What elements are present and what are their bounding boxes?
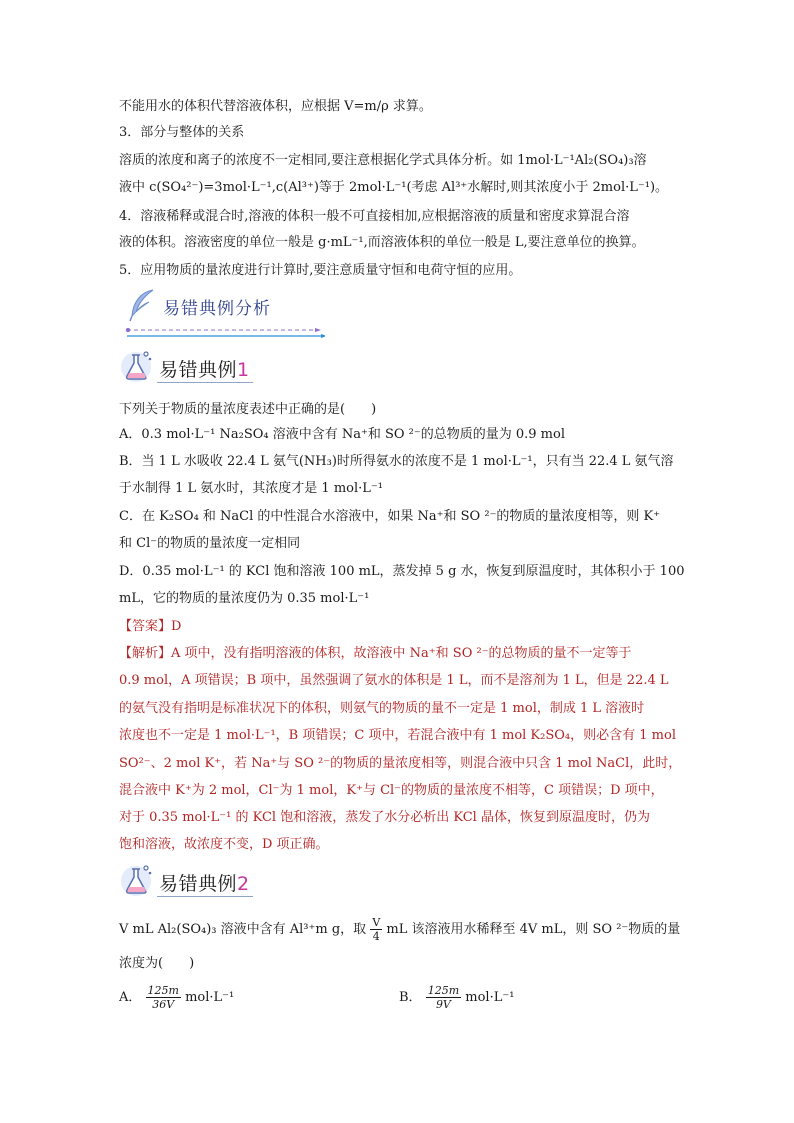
stem-fraction: $\frac{V}{4}$ [372,916,381,943]
example-1-option-c-line-1: C．在 K₂SO₄ 和 NaCl 的中性混合水溶液中，如果 Na⁺和 SO ²⁻的物质的量浓度相等，则 K⁺ [119,509,661,524]
example-1-analysis-line-1: 【解析】A 项中，没有指明溶液的体积，故溶液中 Na⁺和 SO ²⁻的总物质的量不一定等于 [119,646,632,661]
note-item-3-line-2: 液中 c(SO₄²⁻)=3mol·L⁻¹,c(Al³⁺)等于 2mol·L⁻¹(考虑 Al³⁺水解时,则其浓度小于 2mol·L⁻¹)。 [119,180,669,195]
example-1-answer [119,618,181,636]
note-line-1: 不能用水的体积代替溶液体积，应根据 V=m/ρ 求算。 [119,99,432,114]
example-1-option-d-line-2: mL，它的物质的量浓度仍为 0.35 mol·L⁻¹ [119,591,370,606]
example-1-option-a: A．0.3 mol·L⁻¹ Na₂SO₄ 溶液中含有 Na⁺和 SO ²⁻的总物质的量为 0.9 mol [119,427,565,442]
note-item-3-line-1: 溶质的浓度和离子的浓度不一定相同,要注意根据化学式具体分析。如 1mol·L⁻¹Al₂(SO₄)₃溶 [119,153,647,168]
example-1-title: 易错典例1 [159,359,250,381]
feather-quill-icon [127,288,157,326]
flask-icon [119,348,155,388]
note-item-3-title: 3．部分与整体的关系 [119,125,245,140]
banner-arrow-line [125,328,325,338]
answer-tag: 【答案】 [119,619,172,634]
example-1-analysis-line-8: 饱和溶液，故浓度不变，D 项正确。 [119,837,329,852]
example-1-option-b-line-2: 于水制得 1 L 氨水时，其浓度才是 1 mol·L⁻¹ [119,481,383,496]
example-2-heading [119,860,279,900]
answer-value: D [171,619,182,634]
example-2-underline [157,896,253,897]
example-2-option-b: B． $\frac{125m}{9V}$ mol·L⁻¹ [399,984,515,1011]
example-1-heading [119,346,279,386]
section-banner [119,288,329,340]
example-1-analysis-line-5: SO²⁻、2 mol K⁺，若 Na⁺与 SO ²⁻的物质的量浓度相等，则混合液中只含 1 mol NaCl，此时， [119,756,682,771]
example-1-analysis-line-7: 对于 0.35 mol·L⁻¹ 的 KCl 饱和溶液，蒸发了水分必析出 KCl 晶体，恢复到原温度时，仍为 [119,810,650,825]
example-1-option-b-line-1: B．当 1 L 水吸收 22.4 L 氨气(NH₃)时所得氨水的浓度不是 1 mol·L⁻¹，只有当 22.4 L 氨气溶 [119,454,674,469]
example-1-underline [157,382,253,383]
example-1-analysis-line-6: 混合液中 K⁺为 2 mol，Cl⁻为 1 mol，K⁺与 Cl⁻的物质的量浓度不相等，C 项错误；D 项中， [119,783,664,798]
example-1-option-c-line-2: 和 Cl⁻的物质的量浓度一定相同 [119,536,301,551]
section-banner-title: 易错典例分析 [163,299,271,319]
note-item-4-line-2: 液的体积。溶液密度的单位一般是 g·mL⁻¹,而溶液体积的单位一般是 L,要注意单位的换算。 [119,235,645,250]
example-2-stem-line-1: V mL Al₂(SO₄)₃ 溶液中含有 Al³⁺m g，取 $\frac{V}{4}$ mL 该溶液用水稀释至 4V mL，则 SO ²⁻物质的量 [119,916,681,943]
flask-icon [119,862,155,902]
note-item-5: 5．应用物质的量浓度进行计算时,要注意质量守恒和电荷守恒的应用。 [119,263,522,278]
example-2-stem-line-2: 浓度为( ) [119,956,195,971]
example-1-option-d-line-1: D．0.35 mol·L⁻¹ 的 KCl 饱和溶液 100 mL，蒸发掉 5 g 水，恢复到原温度时，其体积小于 100 [119,564,685,579]
example-1-analysis-line-3: 的氨气没有指明是标准状况下的体积，则氨气的物质的量不一定是 1 mol，制成 1 L 溶液时 [119,701,645,716]
example-1-analysis-line-2: 0.9 mol，A 项错误；B 项中，虽然强调了氨水的体积是 1 L，而不是溶剂为 1 L，但是 22.4 L [119,673,669,688]
example-2-option-a: A． $\frac{125m}{36V}$ mol·L⁻¹ [119,984,235,1011]
analysis-tag: 【解析】 [119,646,172,661]
example-1-analysis-line-4: 浓度也不一定是 1 mol·L⁻¹，B 项错误；C 项中，若混合液中有 1 mol K₂SO₄，则必含有 1 mol [119,728,676,743]
note-item-4-line-1: 4．溶液稀释或混合时,溶液的体积一般不可直接相加,应根据溶液的质量和密度求算混合溶 [119,209,630,224]
example-1-stem: 下列关于物质的量浓度表述中正确的是( ) [119,402,377,417]
example-2-title: 易错典例2 [159,873,250,895]
